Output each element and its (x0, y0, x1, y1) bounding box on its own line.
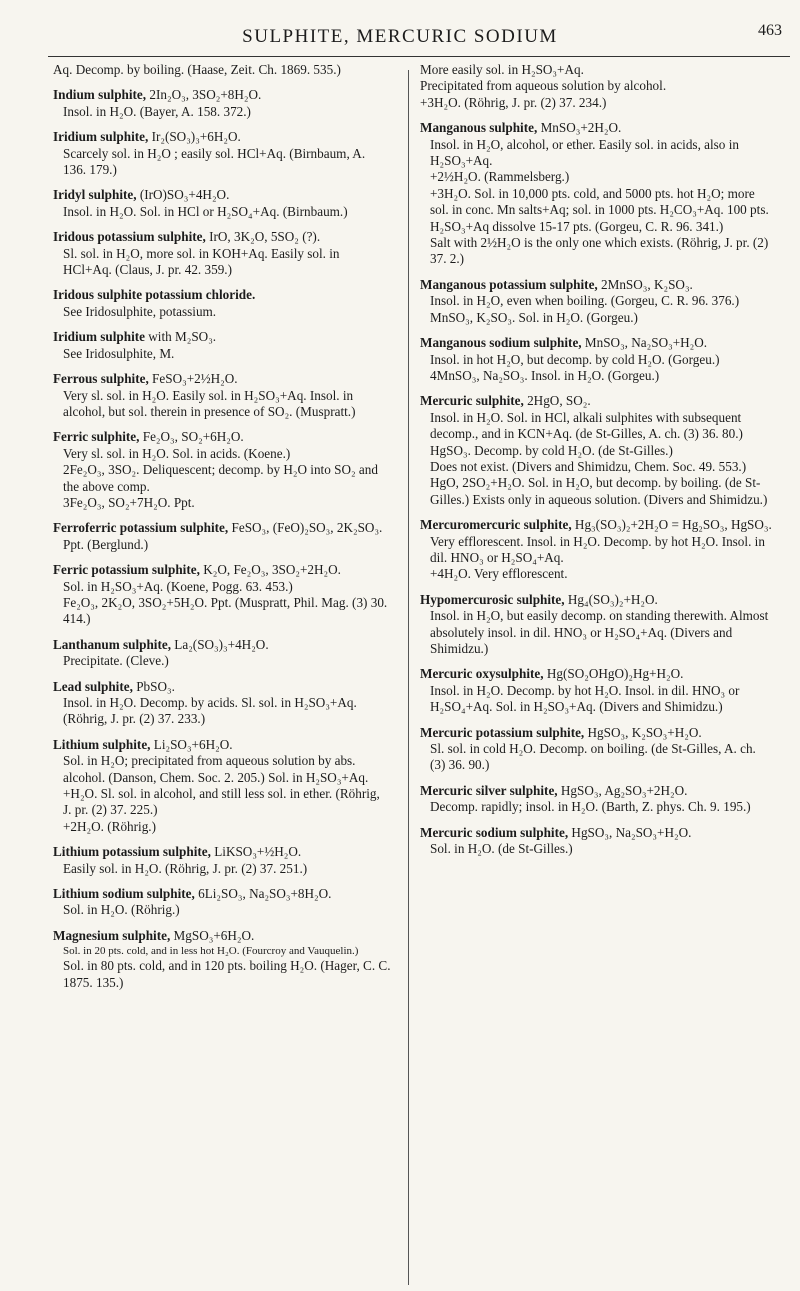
column-separator (408, 70, 409, 1285)
entry-formula: HgSO₃, Ag₂SO₃+2H₂O. (560, 782, 688, 798)
entry-text: MnSO₃, K₂SO₃. Sol. in H₂O. (Gorgeu.) (430, 309, 638, 325)
entry-text: Very sl. sol. in H₂O. Easily sol. in H₂SO₃+Aq. Insol. in alcohol, but sol. therein in presence of SO₂. (Muspratt.) (63, 387, 356, 419)
entry-title: Mercuric oxysulphite, (420, 666, 544, 682)
entry-heading (53, 886, 391, 902)
entry-heading (53, 187, 391, 203)
header-rule (48, 56, 790, 57)
entry-text: Easily sol. in H₂O. (Röhrig, J. pr. (2) 37. 251.) (63, 860, 308, 876)
entry (420, 120, 772, 268)
entry (53, 737, 391, 835)
entry (53, 87, 391, 120)
entry-heading (53, 87, 391, 103)
entry-title: Lithium sodium sulphite, (53, 886, 195, 902)
entry-formula: HgSO₃, K₂SO₃+H₂O. (587, 724, 702, 740)
entry-title: Mercuric sulphite, (420, 393, 524, 409)
entry-title: Lithium sulphite, (53, 736, 151, 752)
entry-heading (53, 287, 391, 303)
entry-text: 2Fe₂O₃, 3SO₂. Deliquescent; decomp. by H₂O into SO₂ and the above comp. (63, 462, 378, 494)
entry-heading (420, 517, 772, 533)
entry-text: Insol. in H₂O, but easily decomp. on standing therewith. Almost absolutely insol. in dil. HNO₃ or H₂SO₄+Aq. (Divers and Shimidzu.) (430, 608, 769, 656)
entry-text: +4H₂O. Very efflorescent. (430, 566, 568, 582)
entry-title: Mercuric potassium sulphite, (420, 724, 585, 740)
entry-title: Ferric sulphite, (53, 429, 140, 445)
entry-text: Insol. in H₂O. Sol. in HCl, alkali sulphites with subsequent decomp., and in KCN+Aq. (de St-Gilles, A. ch. (3) 36. 80.) (430, 409, 743, 442)
entry-text: Insol. in H₂O. Decomp. by acids. Sl. sol. in H₂SO₃+Aq. (Röhrig, J. pr. (2) 37. 233.) (63, 695, 357, 727)
entry-heading (53, 637, 391, 653)
entry-title: Mercuromercuric sulphite, (420, 517, 572, 533)
entry-heading (53, 562, 391, 578)
entry-title: Indium sulphite, (53, 87, 147, 103)
entry-formula: Hg₄(SO₃)₂+H₂O. (567, 591, 658, 607)
entry-text: Insol. in H₂O, alcohol, or ether. Easily sol. in acids, also in H₂SO₃+Aq. (430, 136, 739, 169)
entry-title: Lead sulphite, (53, 678, 133, 694)
entry-text: HgSO₃. Decomp. by cold H₂O. (de St-Gilles.) (430, 442, 673, 458)
entry-text: +H₂O. Sl. sol. in alcohol, and still less sol. in ether. (Röhrig, J. pr. (2) 37. 225.) (63, 786, 380, 818)
entry (53, 928, 391, 991)
entry-formula: FeSO₃+2½H₂O. (152, 371, 238, 387)
entry-heading (53, 928, 391, 944)
entry (420, 666, 772, 715)
entry (53, 371, 391, 420)
entry-text: Salt with 2½H₂O is the only one which exists. (Röhrig, J. pr. (2) 37. 2.) (430, 235, 769, 267)
entry-formula: 2In₂O₃, 3SO₂+8H₂O. (149, 87, 262, 103)
entry-title: Ferric potassium sulphite, (53, 562, 200, 578)
entry-formula: LiKSO₃+½H₂O. (214, 844, 302, 860)
entry-text: Sol. in H₂O. (Röhrig.) (63, 902, 180, 918)
entry-formula: HgSO₃, Na₂SO₃+H₂O. (571, 824, 692, 840)
entry-text: Insol. in hot H₂O, but decomp. by cold H₂O. (Gorgeu.) (430, 351, 720, 367)
entry-heading (53, 371, 391, 387)
entry-text: +3H₂O. Sol. in 10,000 pts. cold, and 5000 pts. hot H₂O; more sol. in conc. Mn salts+Aq; sol. in 1000 pts. H₂CO₃+Aq. 100 pts. H₂SO₃+Aq dissolve 15-17 pts. (Gorgeu, C. R. 96. 341.) (430, 185, 769, 234)
entry-title: Magnesium sulphite, (53, 927, 171, 943)
entry-text: 3Fe₂O₃, SO₂+7H₂O. Ppt. (63, 494, 195, 510)
entry-text: Aq. Decomp. by boiling. (Haase, Zeit. Ch. 1869. 535.) (53, 62, 341, 77)
entry-heading (420, 825, 772, 841)
entry-heading (420, 120, 772, 136)
entry (420, 517, 772, 583)
entry-title: Iridium sulphite, (53, 129, 149, 145)
entry-text: Fe₂O₃, 2K₂O, 3SO₂+5H₂O. Ppt. (Muspratt, Phil. Mag. (3) 30. 414.) (63, 594, 388, 627)
entry-title: Hypomercurosic sulphite, (420, 591, 565, 607)
entry-heading (420, 725, 772, 741)
entry (420, 62, 772, 111)
entry-heading (420, 666, 772, 682)
entry-title: Mercuric silver sulphite, (420, 782, 558, 798)
entry-heading (420, 335, 772, 351)
entry (53, 520, 391, 553)
entry-formula: MgSO₃+6H₂O. (173, 927, 255, 943)
entry-heading (53, 844, 391, 860)
entry (420, 825, 772, 858)
entry-heading (53, 129, 391, 145)
entry-text: Insol. in H₂O. Decomp. by hot H₂O. Insol. in dil. HNO₃ or H₂SO₄+Aq. Sol. in H₂SO₃+Aq. (Divers and Shimidzu.) (430, 682, 740, 715)
entry-title: Lanthanum sulphite, (53, 636, 171, 652)
entry-text: Sol. in 80 pts. cold, and in 120 pts. boiling H₂O. (Hager, C. C. 1875. 135.) (63, 958, 391, 990)
entry-title: Iridous potassium sulphite, (53, 229, 206, 245)
entry-formula: MnSO₃+2H₂O. (540, 120, 622, 136)
entry-note: Sol. in 20 pts. cold, and in less hot H₂O. (Fourcroy and Vauquelin.) (63, 945, 359, 958)
entry-heading (420, 592, 772, 608)
entry-text: Very sl. sol. in H₂O. Sol. in acids. (Koene.) (63, 445, 291, 461)
entry (53, 562, 391, 628)
entry-text: Insol. in H₂O, even when boiling. (Gorgeu, C. R. 96. 376.) (430, 293, 740, 309)
entry-text: See Iridosulphite, M. (63, 345, 175, 361)
entry (53, 187, 391, 220)
entry-text: +3H₂O. (Röhrig, J. pr. (2) 37. 234.) (420, 94, 607, 110)
entry-heading (420, 277, 772, 293)
entry-heading (53, 429, 391, 445)
entry-title: Manganous sodium sulphite, (420, 335, 582, 351)
entry-text: Insol. in H₂O. Sol. in HCl or H₂SO₄+Aq. (Birnbaum.) (63, 203, 348, 219)
entry (53, 329, 391, 362)
entry-formula: K₂O, Fe₂O₃, 3SO₂+2H₂O. (203, 562, 341, 578)
entry-formula: Li₂SO₃+6H₂O. (153, 736, 233, 752)
entry-formula: MnSO₃, Na₂SO₃+H₂O. (584, 335, 708, 351)
entry-heading (420, 393, 772, 409)
entry-title: Iridyl sulphite, (53, 187, 137, 203)
entry-text: Precipitated from aqueous solution by alcohol. (420, 78, 667, 94)
entry-formula: 2HgO, SO₂. (527, 393, 591, 409)
entry-title: Iridium sulphite (53, 329, 145, 345)
entry (53, 637, 391, 670)
entry-heading (53, 229, 391, 245)
entry-formula: Hg(SO₂OHgO)₂Hg+H₂O. (546, 666, 684, 682)
entry (53, 886, 391, 919)
entry-heading (53, 737, 391, 753)
entry (420, 783, 772, 816)
entry (53, 287, 391, 320)
entry-formula: 2MnSO₃, K₂SO₃. (601, 276, 693, 292)
entry-formula: Hg₃(SO₃)₂+2H₂O = Hg₂SO₃, HgSO₃. (574, 517, 772, 533)
entry-formula: (IrO)SO₃+4H₂O. (139, 187, 230, 203)
entry-text: Precipitate. (Cleve.) (63, 653, 169, 669)
page-number: 463 (758, 22, 782, 39)
entry-title: Ferroferric potassium sulphite, (53, 520, 229, 536)
running-title: SULPHITE, MERCURIC SODIUM (242, 26, 558, 47)
entry (53, 844, 391, 877)
entry (53, 429, 391, 511)
entry-text: 4MnSO₃, Na₂SO₃. Insol. in H₂O. (Gorgeu.) (430, 367, 660, 383)
left-column (53, 62, 391, 1000)
entry-heading (53, 679, 391, 695)
entry-heading (420, 783, 772, 799)
entry-text: HgO, 2SO₂+H₂O. Sol. in H₂O, but decomp. by boiling. (de St-Gilles.) Exists only in aqueous solution. (Divers and Shimidzu.) (430, 475, 768, 507)
entry (420, 393, 772, 508)
entry (420, 725, 772, 774)
right-column (420, 62, 772, 866)
entry (53, 679, 391, 728)
entry-text: Ppt. (Berglund.) (63, 536, 149, 552)
page-header (0, 14, 800, 48)
entry-formula: La₂(SO₃)₃+4H₂O. (174, 636, 269, 652)
entry-heading (53, 520, 391, 536)
entry-formula: with M₂SO₃. (148, 329, 217, 345)
entry (420, 592, 772, 658)
entry-text: Sl. sol. in H₂O, more sol. in KOH+Aq. Easily sol. in HCl+Aq. (Claus, J. pr. 42. 359.) (63, 245, 340, 278)
entry (53, 229, 391, 278)
entry-formula: FeSO₃, (FeO)₂SO₃, 2K₂SO₃. (231, 520, 383, 536)
entry-text: Sl. sol. in cold H₂O. Decomp. on boiling. (de St-Gilles, A. ch. (3) 36. 90.) (430, 741, 756, 773)
entry-title: Mercuric sodium sulphite, (420, 824, 569, 840)
entry-text: Sol. in H₂O. (de St-Gilles.) (430, 841, 573, 857)
entry-title: Lithium potassium sulphite, (53, 844, 211, 860)
entry (420, 277, 772, 326)
entry (53, 62, 391, 78)
entry-formula: IrO, 3K₂O, 5SO₂ (?). (209, 229, 321, 245)
entry (420, 335, 772, 384)
entry-formula: PbSO₃. (136, 678, 175, 694)
entry-formula: Fe₂O₃, SO₂+6H₂O. (142, 429, 244, 445)
entry-heading (53, 329, 391, 345)
entry-text: Insol. in H₂O. (Bayer, A. 158. 372.) (63, 103, 251, 119)
entry-text: +2½H₂O. (Rammelsberg.) (430, 169, 570, 185)
entry-formula: 6Li₂SO₃, Na₂SO₃+8H₂O. (198, 886, 332, 902)
entry-text: Decomp. rapidly; insol. in H₂O. (Barth, Z. phys. Ch. 9. 195.) (430, 799, 751, 815)
entry (53, 129, 391, 178)
entry-title: Manganous sulphite, (420, 120, 538, 136)
entry-text: Scarcely sol. in H₂O ; easily sol. HCl+Aq. (Birnbaum, A. 136. 179.) (63, 145, 366, 178)
entry-title: Manganous potassium sulphite, (420, 276, 598, 292)
entry-text: Sol. in H₂O; precipitated from aqueous solution by abs. alcohol. (Danson, Chem. Soc. 2. 205.) Sol. in H₂SO₃+Aq. (63, 753, 369, 785)
entry-text: Does not exist. (Divers and Shimidzu, Chem. Soc. 49. 553.) (430, 458, 747, 474)
entry-title: Ferrous sulphite, (53, 371, 149, 387)
entry-text: Sol. in H₂SO₃+Aq. (Koene, Pogg. 63. 453.) (63, 578, 293, 594)
entry-text: +2H₂O. (Röhrig.) (63, 818, 156, 834)
entry-text: See Iridosulphite, potassium. (63, 303, 217, 319)
entry-text: More easily sol. in H₂SO₃+Aq. (420, 62, 584, 77)
entry-formula: Ir₂(SO₃)₃+6H₂O. (151, 129, 241, 145)
entry-text: Very efflorescent. Insol. in H₂O. Decomp. by hot H₂O. Insol. in dil. HNO₃ or H₂SO₄+Aq. (430, 533, 765, 565)
entry-title: Iridous sulphite potassium chloride. (53, 287, 256, 303)
